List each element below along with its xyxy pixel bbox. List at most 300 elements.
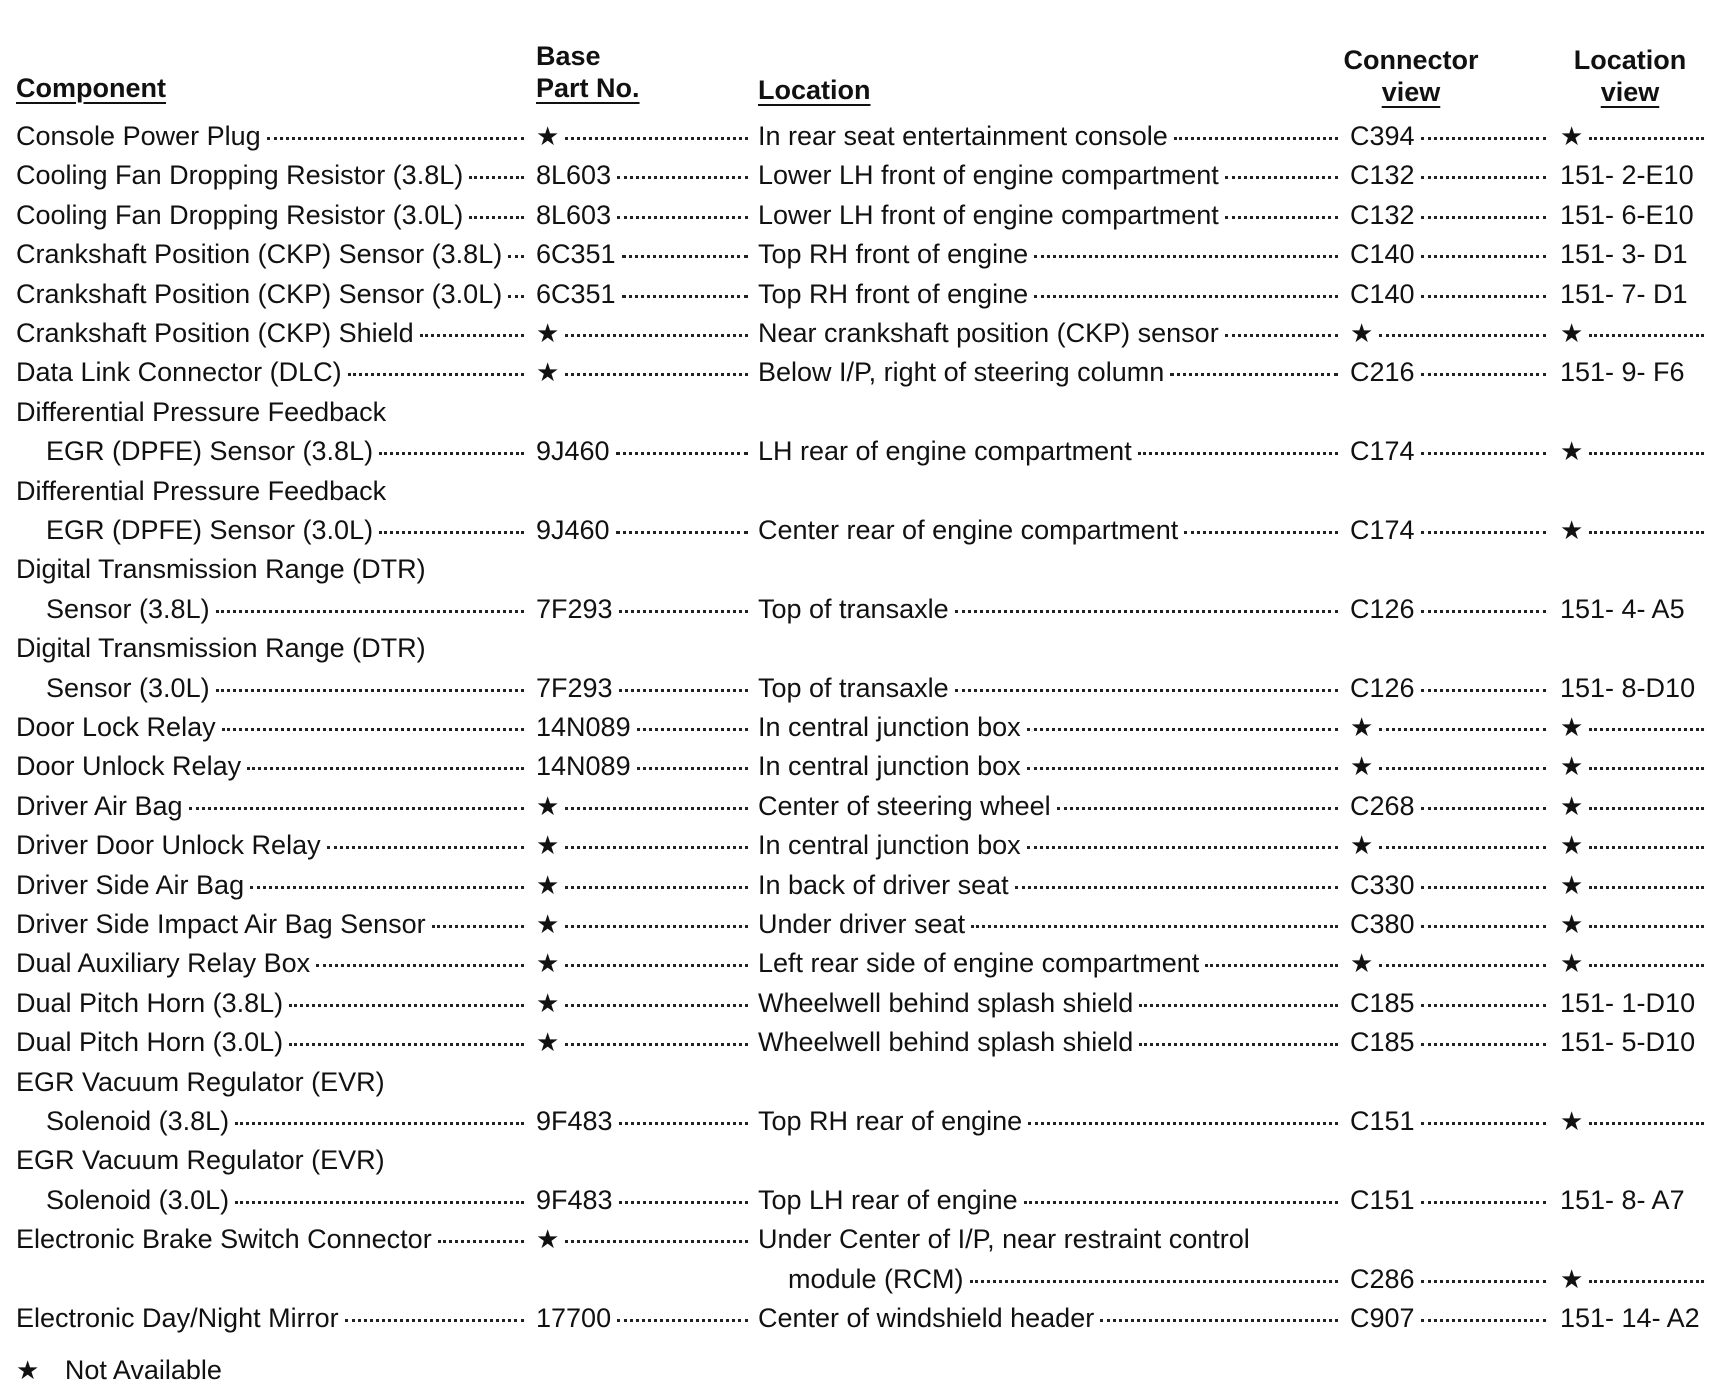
location-view bbox=[1560, 354, 1685, 390]
header-component-label: Component bbox=[16, 73, 166, 103]
location-view bbox=[1560, 945, 1708, 981]
location-text-text: Near crankshaft position (CKP) sensor bbox=[758, 318, 1219, 348]
location-view-text: ★ bbox=[1560, 121, 1584, 151]
header-location-view bbox=[1560, 44, 1700, 108]
base-part-number bbox=[536, 906, 752, 942]
dot-leader bbox=[1421, 1043, 1546, 1046]
dot-leader bbox=[222, 728, 524, 731]
dot-leader bbox=[1589, 964, 1704, 967]
dot-leader bbox=[1589, 886, 1704, 889]
dot-leader bbox=[1225, 216, 1338, 219]
component-name-text: Dual Pitch Horn (3.0L) bbox=[16, 1027, 284, 1058]
dot-leader bbox=[1421, 531, 1546, 534]
base-part-number-text: 7F293 bbox=[536, 672, 613, 703]
component-name bbox=[46, 670, 528, 706]
base-part-number-text: ★ bbox=[536, 357, 560, 388]
dot-leader bbox=[216, 689, 524, 692]
header-location-view-line1: Location bbox=[1573, 45, 1687, 75]
base-part-number bbox=[536, 591, 752, 627]
location-view bbox=[1560, 1103, 1708, 1139]
dot-leader bbox=[616, 531, 748, 534]
dot-leader bbox=[1589, 1122, 1704, 1125]
dot-leader bbox=[1421, 1122, 1546, 1125]
location-view bbox=[1560, 1300, 1700, 1336]
component-name bbox=[16, 197, 528, 233]
dot-leader bbox=[1379, 334, 1546, 337]
component-name-line1-text: Differential Pressure Feedback bbox=[16, 475, 387, 506]
dot-leader bbox=[1589, 846, 1704, 849]
connector-view bbox=[1350, 985, 1550, 1021]
dot-leader bbox=[955, 689, 1338, 692]
dot-leader bbox=[438, 1240, 524, 1243]
location-view bbox=[1560, 433, 1708, 469]
component-name bbox=[16, 709, 528, 745]
dot-leader bbox=[622, 255, 748, 258]
connector-view bbox=[1350, 1024, 1550, 1060]
dot-leader bbox=[432, 925, 524, 928]
location-text-text: Left rear side of engine compartment bbox=[758, 948, 1200, 979]
connector-view-text: C330 bbox=[1350, 869, 1415, 900]
connector-view-text: C151 bbox=[1350, 1106, 1415, 1136]
base-part-number bbox=[536, 945, 752, 981]
location-view bbox=[1560, 867, 1708, 903]
component-name-text: Crankshaft Position (CKP) Sensor (3.8L) bbox=[16, 239, 503, 270]
base-part-number bbox=[536, 1103, 752, 1139]
base-part-number-text: 8L603 bbox=[536, 160, 612, 191]
dot-leader bbox=[267, 137, 524, 140]
component-name-text: Data Link Connector (DLC) bbox=[16, 357, 342, 388]
dot-leader bbox=[250, 886, 524, 889]
base-part-number bbox=[536, 118, 752, 154]
component-name bbox=[16, 906, 528, 942]
location-text-text: Lower LH front of engine compartment bbox=[758, 160, 1219, 191]
header-location-view-line2: view bbox=[1600, 77, 1660, 107]
base-part-number-text: 17700 bbox=[536, 1303, 612, 1333]
component-name bbox=[16, 788, 528, 824]
location-text-text: Wheelwell behind splash shield bbox=[758, 987, 1134, 1018]
connector-view-text: C132 bbox=[1350, 199, 1415, 230]
location-view bbox=[1560, 985, 1695, 1021]
location-text bbox=[758, 1024, 1342, 1060]
location-text-text: In rear seat entertainment console bbox=[758, 121, 1168, 151]
location-view-text: ★ bbox=[1560, 948, 1584, 979]
base-part-number-text: 9J460 bbox=[536, 515, 610, 545]
dot-leader bbox=[1379, 767, 1546, 770]
component-name-line1-text: EGR Vacuum Regulator (EVR) bbox=[16, 1066, 385, 1097]
component-name-line1-text: EGR Vacuum Regulator (EVR) bbox=[16, 1145, 385, 1176]
star-icon: ★ bbox=[16, 1355, 40, 1385]
location-text-text: Wheelwell behind splash shield bbox=[758, 1027, 1134, 1058]
dot-leader bbox=[565, 373, 748, 376]
component-name bbox=[16, 276, 528, 312]
location-text-text: Under driver seat bbox=[758, 909, 966, 939]
base-part-number bbox=[536, 1221, 752, 1257]
location-text bbox=[758, 945, 1342, 981]
component-name bbox=[16, 1221, 528, 1257]
location-view-text: 151- 7- D1 bbox=[1560, 278, 1688, 309]
dot-leader bbox=[565, 137, 748, 140]
location-text-text: Top RH rear of engine bbox=[758, 1106, 1023, 1136]
dot-leader bbox=[1100, 1319, 1338, 1322]
location-view-text: ★ bbox=[1560, 869, 1584, 900]
dot-leader bbox=[565, 1043, 748, 1046]
connector-view bbox=[1350, 433, 1550, 469]
dot-leader bbox=[1170, 373, 1338, 376]
base-part-number-text: 14N089 bbox=[536, 712, 631, 742]
dot-leader bbox=[1421, 689, 1546, 692]
location-text bbox=[758, 788, 1342, 824]
connector-view bbox=[1350, 1182, 1550, 1218]
component-name-text: Sensor (3.8L) bbox=[46, 593, 210, 624]
dot-leader bbox=[970, 1280, 1338, 1283]
base-part-number bbox=[536, 788, 752, 824]
dot-leader bbox=[1589, 925, 1704, 928]
component-name-text: Console Power Plug bbox=[16, 121, 261, 151]
connector-view bbox=[1350, 276, 1550, 312]
component-name-text: Driver Door Unlock Relay bbox=[16, 830, 321, 861]
location-text bbox=[758, 709, 1342, 745]
location-view bbox=[1560, 827, 1708, 863]
dot-leader bbox=[617, 176, 748, 179]
connector-view bbox=[1350, 236, 1550, 272]
component-name-text: Door Lock Relay bbox=[16, 712, 216, 742]
base-part-number-text: 8L603 bbox=[536, 199, 612, 230]
connector-view-text: C380 bbox=[1350, 909, 1415, 939]
connector-view-text: C174 bbox=[1350, 515, 1415, 545]
location-view-text: ★ bbox=[1560, 712, 1584, 742]
dot-leader bbox=[1421, 176, 1546, 179]
connector-view-text: C216 bbox=[1350, 357, 1415, 388]
dot-leader bbox=[1024, 1201, 1338, 1204]
connector-view-text: ★ bbox=[1350, 712, 1374, 742]
connector-view-text: C151 bbox=[1350, 1184, 1415, 1215]
location-view-text: ★ bbox=[1560, 515, 1584, 545]
connector-view-text: ★ bbox=[1350, 948, 1374, 979]
location-text-text: Center of windshield header bbox=[758, 1303, 1095, 1333]
component-name-line1-text: Digital Transmission Range (DTR) bbox=[16, 633, 426, 664]
component-name-line1 bbox=[16, 473, 386, 509]
base-part-number-text: 6C351 bbox=[536, 278, 616, 309]
location-text bbox=[758, 236, 1342, 272]
component-name-text: EGR (DPFE) Sensor (3.0L) bbox=[46, 515, 374, 545]
dot-leader bbox=[1138, 452, 1338, 455]
location-text-text: Top of transaxle bbox=[758, 672, 949, 703]
location-view-text: ★ bbox=[1560, 1263, 1584, 1294]
location-text-text: Lower LH front of engine compartment bbox=[758, 199, 1219, 230]
component-name-line1-text: Digital Transmission Range (DTR) bbox=[16, 554, 426, 585]
base-part-number-text: 6C351 bbox=[536, 239, 616, 270]
location-text bbox=[758, 354, 1342, 390]
location-text-text: In central junction box bbox=[758, 712, 1021, 742]
base-part-number-text: ★ bbox=[536, 830, 560, 861]
location-view-text: ★ bbox=[1560, 830, 1584, 861]
location-text-text: Center of steering wheel bbox=[758, 790, 1051, 821]
dot-leader bbox=[1421, 255, 1546, 258]
dot-leader bbox=[1421, 1280, 1546, 1283]
dot-leader bbox=[1421, 137, 1546, 140]
component-name bbox=[46, 512, 528, 548]
location-view bbox=[1560, 197, 1694, 233]
component-name-line1 bbox=[16, 1142, 385, 1178]
dot-leader bbox=[1027, 728, 1338, 731]
dot-leader bbox=[1057, 807, 1338, 810]
dot-leader bbox=[622, 295, 748, 298]
location-view-text: 151- 1-D10 bbox=[1560, 987, 1696, 1018]
connector-view-text: C286 bbox=[1350, 1263, 1415, 1294]
component-name-line1 bbox=[16, 394, 386, 430]
dot-leader bbox=[1589, 452, 1704, 455]
dot-leader bbox=[619, 1201, 748, 1204]
location-text bbox=[758, 197, 1342, 233]
component-name bbox=[46, 1103, 528, 1139]
component-name-text: Dual Pitch Horn (3.8L) bbox=[16, 987, 284, 1018]
location-view-text: ★ bbox=[1560, 318, 1584, 348]
component-name-text: Solenoid (3.8L) bbox=[46, 1106, 230, 1136]
location-text bbox=[758, 1221, 1250, 1257]
location-view bbox=[1560, 512, 1708, 548]
dot-leader bbox=[1421, 1004, 1546, 1007]
component-name-text: Crankshaft Position (CKP) Sensor (3.0L) bbox=[16, 278, 503, 309]
connector-view-text: ★ bbox=[1350, 318, 1374, 348]
dot-leader bbox=[316, 964, 524, 967]
base-part-number-text: ★ bbox=[536, 1224, 560, 1255]
dot-leader bbox=[1028, 1122, 1338, 1125]
connector-view bbox=[1350, 867, 1550, 903]
base-part-number-text: 14N089 bbox=[536, 751, 631, 782]
location-view-text: 151- 4- A5 bbox=[1560, 593, 1685, 624]
component-name-text: Driver Side Air Bag bbox=[16, 869, 245, 900]
header-component bbox=[16, 72, 166, 104]
location-view bbox=[1560, 1182, 1685, 1218]
location-view bbox=[1560, 591, 1685, 627]
dot-leader bbox=[1421, 1201, 1546, 1204]
header-location bbox=[758, 74, 871, 106]
base-part-number bbox=[536, 354, 752, 390]
location-text-text: Top RH front of engine bbox=[758, 239, 1029, 270]
dot-leader bbox=[1379, 964, 1546, 967]
location-text bbox=[758, 433, 1342, 469]
component-name bbox=[16, 867, 528, 903]
dot-leader bbox=[637, 728, 748, 731]
dot-leader bbox=[469, 216, 524, 219]
dot-leader bbox=[235, 1201, 524, 1204]
base-part-number bbox=[536, 867, 752, 903]
dot-leader bbox=[1034, 255, 1338, 258]
connector-view-text: C140 bbox=[1350, 278, 1415, 309]
location-text-line2-text: module (RCM) bbox=[788, 1263, 964, 1294]
dot-leader bbox=[617, 216, 748, 219]
component-name-text: Cooling Fan Dropping Resistor (3.0L) bbox=[16, 199, 464, 230]
dot-leader bbox=[1225, 176, 1338, 179]
component-name-text: Crankshaft Position (CKP) Shield bbox=[16, 318, 414, 348]
dot-leader bbox=[1589, 334, 1704, 337]
location-view-text: ★ bbox=[1560, 436, 1584, 467]
connector-view bbox=[1350, 788, 1550, 824]
dot-leader bbox=[955, 610, 1338, 613]
location-text bbox=[758, 118, 1342, 154]
component-name bbox=[16, 157, 528, 193]
dot-leader bbox=[565, 334, 748, 337]
dot-leader bbox=[1184, 531, 1338, 534]
connector-view bbox=[1350, 197, 1550, 233]
footnote bbox=[16, 1352, 222, 1388]
connector-view-text: ★ bbox=[1350, 830, 1374, 861]
header-connector-line1: Connector bbox=[1343, 45, 1479, 75]
dot-leader bbox=[619, 689, 748, 692]
base-part-number-text: ★ bbox=[536, 318, 560, 348]
connector-view-text: C394 bbox=[1350, 121, 1415, 151]
location-text-line2 bbox=[788, 1261, 1342, 1297]
location-view-text: ★ bbox=[1560, 1106, 1584, 1136]
header-location-label: Location bbox=[758, 75, 871, 105]
location-view-text: 151- 5-D10 bbox=[1560, 1027, 1696, 1058]
component-name-line1 bbox=[16, 1064, 385, 1100]
component-name bbox=[16, 1300, 528, 1336]
location-view-text: 151- 2-E10 bbox=[1560, 160, 1694, 191]
dot-leader bbox=[1034, 295, 1338, 298]
base-part-number-text: ★ bbox=[536, 1027, 560, 1058]
component-name-line1 bbox=[16, 630, 426, 666]
connector-view bbox=[1350, 1261, 1550, 1297]
connector-view-text: C126 bbox=[1350, 593, 1415, 624]
location-text bbox=[758, 1300, 1342, 1336]
location-text-text: Under Center of I/P, near restraint control bbox=[758, 1224, 1250, 1255]
dot-leader bbox=[971, 925, 1338, 928]
location-text bbox=[758, 1182, 1342, 1218]
component-name-text: Solenoid (3.0L) bbox=[46, 1184, 230, 1215]
dot-leader bbox=[1421, 216, 1546, 219]
component-name bbox=[46, 1182, 528, 1218]
dot-leader bbox=[1027, 846, 1338, 849]
dot-leader bbox=[420, 334, 524, 337]
location-view bbox=[1560, 670, 1695, 706]
dot-leader bbox=[348, 373, 524, 376]
component-name-text: Door Unlock Relay bbox=[16, 751, 242, 782]
location-view bbox=[1560, 906, 1708, 942]
component-name bbox=[16, 748, 528, 784]
location-view bbox=[1560, 118, 1708, 154]
dot-leader bbox=[289, 1043, 524, 1046]
component-name bbox=[16, 118, 528, 154]
connector-view bbox=[1350, 512, 1550, 548]
location-text bbox=[758, 906, 1342, 942]
dot-leader bbox=[1589, 767, 1704, 770]
location-text bbox=[758, 1103, 1342, 1139]
dot-leader bbox=[565, 807, 748, 810]
dot-leader bbox=[1174, 137, 1338, 140]
location-text-text: Center rear of engine compartment bbox=[758, 515, 1179, 545]
location-view-text: 151- 9- F6 bbox=[1560, 357, 1685, 388]
location-text bbox=[758, 591, 1342, 627]
component-name bbox=[16, 985, 528, 1021]
connector-view-text: C907 bbox=[1350, 1303, 1415, 1333]
connector-view bbox=[1350, 354, 1550, 390]
location-view-text: 151- 8- A7 bbox=[1560, 1184, 1685, 1215]
component-name-text: Cooling Fan Dropping Resistor (3.8L) bbox=[16, 160, 464, 191]
base-part-number bbox=[536, 236, 752, 272]
base-part-number-text: ★ bbox=[536, 121, 560, 151]
component-name bbox=[16, 945, 528, 981]
dot-leader bbox=[508, 255, 524, 258]
location-text bbox=[758, 748, 1342, 784]
header-connector-view bbox=[1336, 44, 1486, 108]
dot-leader bbox=[469, 176, 524, 179]
component-name bbox=[46, 591, 528, 627]
dot-leader bbox=[1027, 767, 1338, 770]
component-name bbox=[16, 354, 528, 390]
component-name bbox=[16, 1024, 528, 1060]
component-name bbox=[16, 827, 528, 863]
dot-leader bbox=[1421, 925, 1546, 928]
dot-leader bbox=[189, 807, 524, 810]
base-part-number bbox=[536, 748, 752, 784]
location-text-text: In back of driver seat bbox=[758, 869, 1009, 900]
location-view-text: ★ bbox=[1560, 790, 1584, 821]
dot-leader bbox=[1589, 728, 1704, 731]
dot-leader bbox=[1421, 886, 1546, 889]
connector-view-text: C174 bbox=[1350, 436, 1415, 467]
dot-leader bbox=[1015, 886, 1338, 889]
dot-leader bbox=[1421, 807, 1546, 810]
connector-view bbox=[1350, 1103, 1550, 1139]
base-part-number bbox=[536, 433, 752, 469]
dot-leader bbox=[379, 531, 524, 534]
dot-leader bbox=[247, 767, 524, 770]
header-connector-line2: view bbox=[1381, 77, 1441, 107]
location-text bbox=[758, 867, 1342, 903]
component-name-text: Dual Auxiliary Relay Box bbox=[16, 948, 311, 979]
base-part-number-text: 9J460 bbox=[536, 436, 610, 467]
location-view bbox=[1560, 709, 1708, 745]
dot-leader bbox=[1139, 1004, 1338, 1007]
base-part-number bbox=[536, 827, 752, 863]
location-text bbox=[758, 985, 1342, 1021]
connector-view bbox=[1350, 1300, 1550, 1336]
dot-leader bbox=[1589, 1280, 1704, 1283]
connector-view bbox=[1350, 945, 1550, 981]
dot-leader bbox=[1589, 807, 1704, 810]
dot-leader bbox=[235, 1122, 524, 1125]
header-base-part-line1: Base bbox=[536, 41, 601, 71]
location-view-text: 151- 14- A2 bbox=[1560, 1303, 1700, 1333]
base-part-number bbox=[536, 1024, 752, 1060]
base-part-number bbox=[536, 197, 752, 233]
footnote-text: Not Available bbox=[64, 1355, 222, 1385]
dot-leader bbox=[1421, 295, 1546, 298]
connector-view bbox=[1350, 157, 1550, 193]
base-part-number bbox=[536, 1300, 752, 1336]
location-view-text: 151- 6-E10 bbox=[1560, 199, 1694, 230]
location-view bbox=[1560, 788, 1708, 824]
connector-view bbox=[1350, 748, 1550, 784]
dot-leader bbox=[619, 1122, 748, 1125]
location-view-text: 151- 8-D10 bbox=[1560, 672, 1696, 703]
header-base-part-line2: Part No. bbox=[536, 73, 640, 103]
location-text-text: LH rear of engine compartment bbox=[758, 436, 1132, 467]
header-base-part bbox=[536, 40, 640, 104]
dot-leader bbox=[565, 886, 748, 889]
location-text bbox=[758, 276, 1342, 312]
location-view bbox=[1560, 236, 1688, 272]
dot-leader bbox=[565, 925, 748, 928]
location-view bbox=[1560, 1261, 1708, 1297]
location-text-text: Top of transaxle bbox=[758, 593, 949, 624]
connector-view-text: C185 bbox=[1350, 1027, 1415, 1058]
connector-view-text: C140 bbox=[1350, 239, 1415, 270]
base-part-number-text: 7F293 bbox=[536, 593, 613, 624]
component-name bbox=[16, 315, 528, 351]
location-view-text: ★ bbox=[1560, 909, 1584, 939]
